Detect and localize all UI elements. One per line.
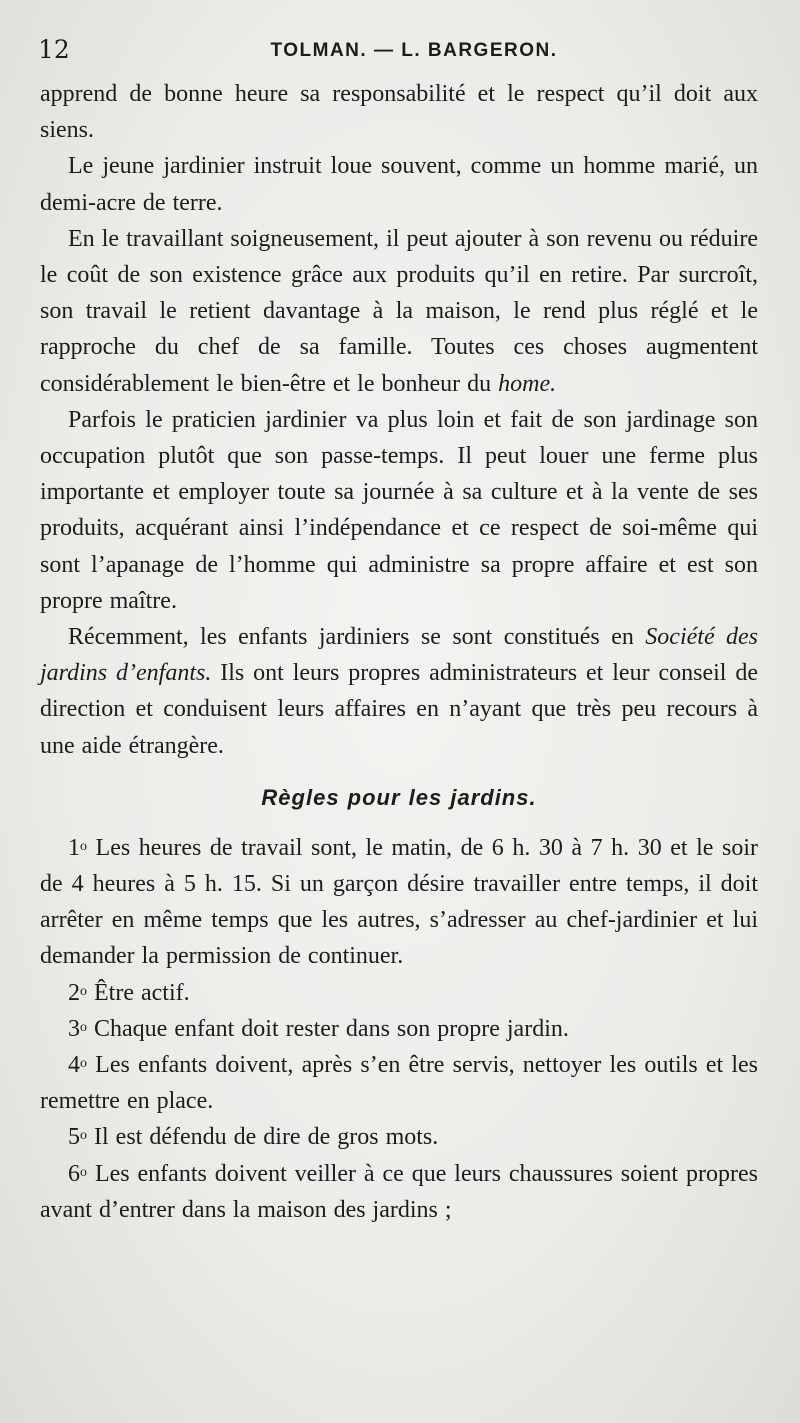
rule-number: 5$^o$ <box>68 1124 87 1151</box>
rule-number: 4$^o$ <box>68 1052 87 1079</box>
page-header <box>38 34 760 66</box>
section-title: Règles pour les jardins. <box>261 784 537 810</box>
paragraph-practitioner: Parfois le praticien jardinier va plus loin et fait de son jardinage son occupation plutôt que son passe-temps. Il peut louer une ferme plus importante et employer toute sa journée à sa culture et à la vente de ses produits, acquérant ainsi l’indépendance et ce respect de soi-même qui sont l’apanage de l’homme qui administre sa propre affaire et est son propre maître. <box>40 406 758 614</box>
paragraph-young-gardener: Le jeune jardinier instruit loue souvent, comme un homme marié, un demi-acre de terre. <box>40 153 758 216</box>
rule-number: 3$^o$ <box>68 1015 87 1042</box>
rule-item: 6$^o$ Les enfants doivent veiller à ce que leurs chaussures soient propres avant d’entrer dans la maison des jardins ; <box>40 1160 759 1223</box>
paragraph-working-the-land: En le travaillant soigneusement, il peut ajouter à son revenu ou réduire le coût de son existence grâce aux produits qu’il en retire. Par surcroît, son travail le retient davantage à la maison, le rend plus réglé et le rapproche du chef de sa famille. Toutes ces choses augmentent considérablement le bien-être et le bonheur du home. <box>40 225 758 397</box>
italic-home: home. <box>498 370 557 397</box>
rule-item: 4$^o$ Les enfants doivent, après s’en être servis, nettoyer les outils et les remettre en place. <box>40 1052 759 1115</box>
rule-number: 1$^o$ <box>68 834 87 861</box>
page-number: 12 <box>38 35 70 64</box>
italic-society-name: Société des jardins d’enfants. <box>40 624 759 687</box>
rule-item: 2$^o$ Être actif. <box>68 979 190 1006</box>
rule-item: 1$^o$ Les heures de travail sont, le matin, de 6 h. 30 à 7 h. 30 et le soir de 4 heures à 5 h. 15. Si un garçon désire travailler entre temps, il doit arrêter en même temps que les autres, s’adresser au chef-jardinier et lui demander la permission de continuer. <box>40 834 759 970</box>
running-head: TOLMAN. — L. BARGERON. <box>270 40 558 61</box>
paragraph-continuation: apprend de bonne heure sa responsabilité et le respect qu’il doit aux siens. <box>40 81 758 144</box>
paragraph-society: Récemment, les enfants jardiniers se sont constitués en Société des jardins d’enfants. Ils ont leurs propres administrateurs et leur conseil de direction et conduisent leurs affaires en n’ayant que très peu recours à une aide étrangère. <box>40 624 759 759</box>
rule-number: 6$^o$ <box>68 1160 87 1187</box>
rule-item: 5$^o$ Il est défendu de dire de gros mots. <box>68 1124 439 1151</box>
page-body <box>40 76 758 1228</box>
rule-number: 2$^o$ <box>68 979 87 1006</box>
rule-item: 3$^o$ Chaque enfant doit rester dans son propre jardin. <box>68 1015 569 1042</box>
